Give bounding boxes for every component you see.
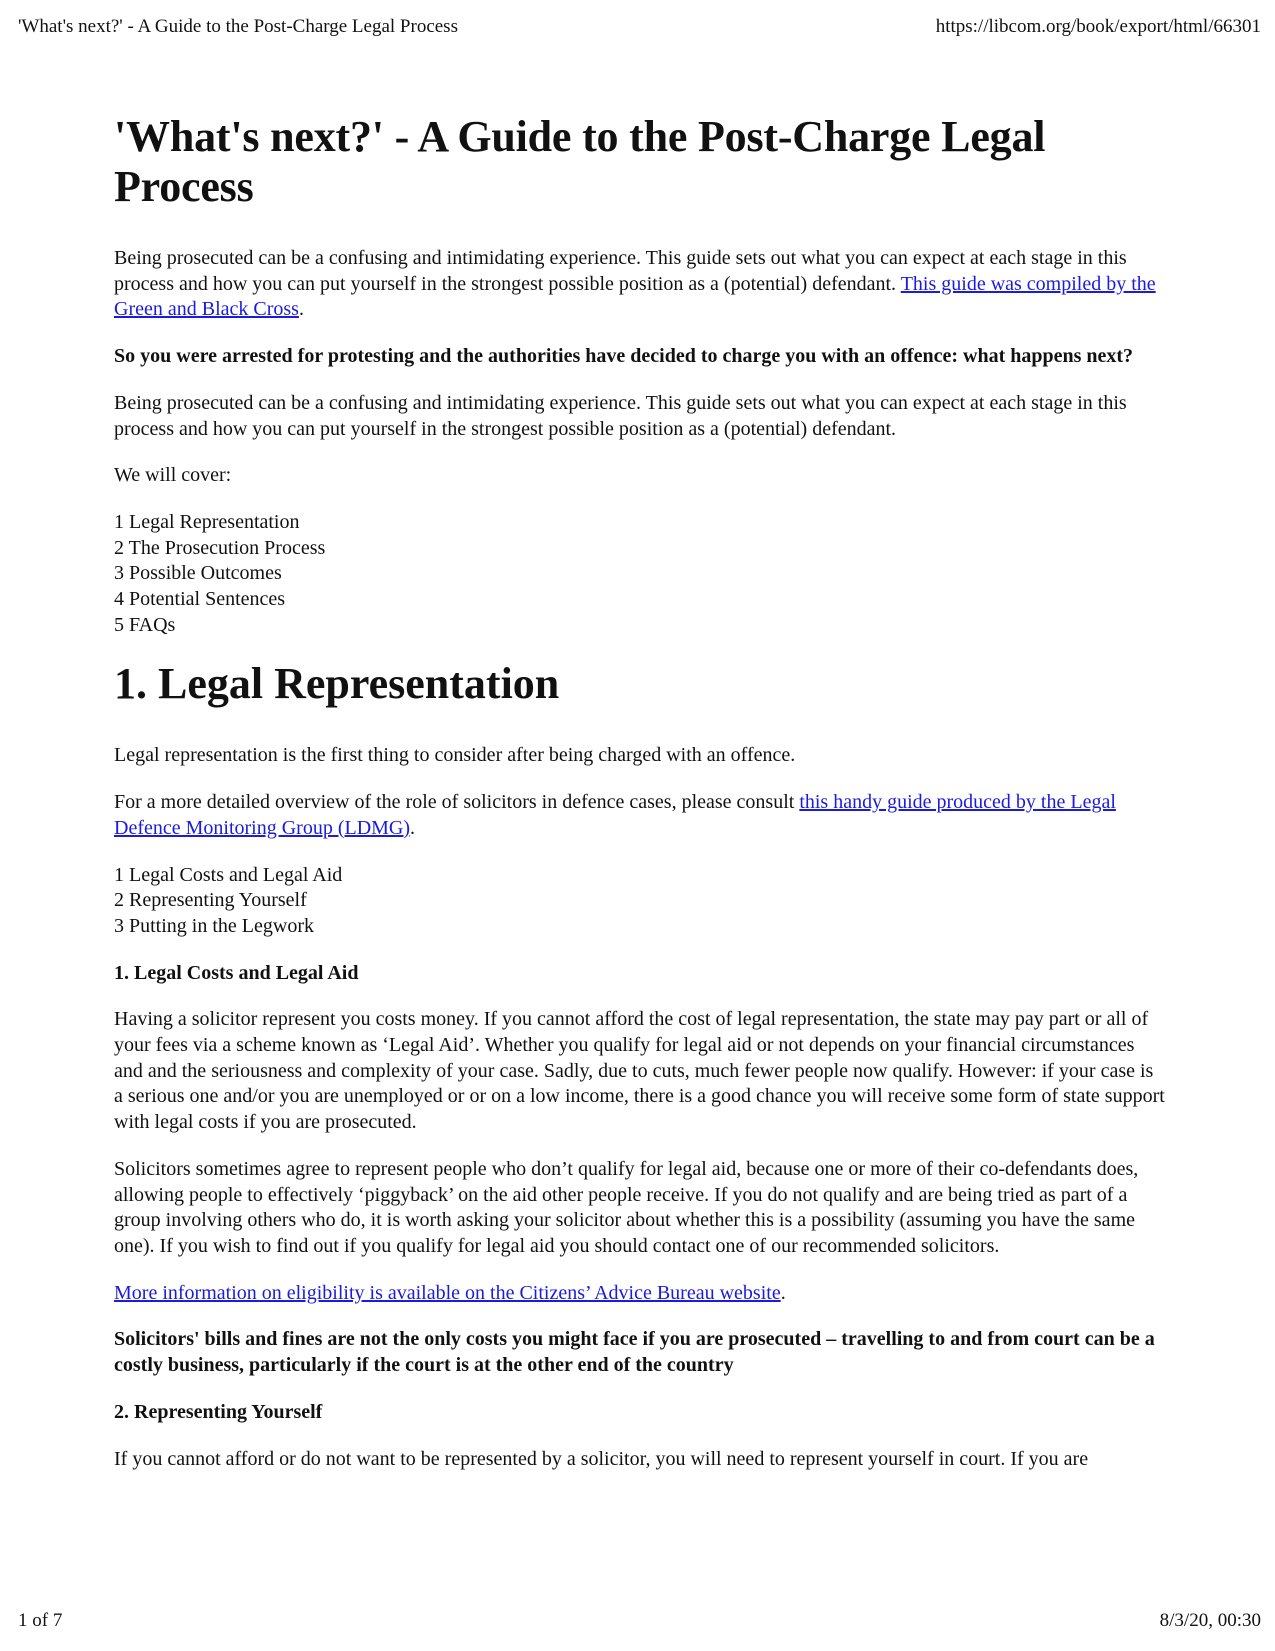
- section1-list: [114, 863, 1166, 940]
- section-heading-legal-representation: 1. Legal Representation: [114, 659, 560, 709]
- print-timestamp: 8/3/20, 00:30: [1159, 1610, 1261, 1631]
- list-item: 4 Potential Sentences: [114, 588, 286, 611]
- page-count: 1 of 7: [18, 1610, 63, 1631]
- cab-after: .: [780, 1281, 786, 1304]
- article: [114, 112, 1166, 1493]
- question-paragraph: So you were arrested for protesting and the authorities have decided to charge you with an offence: what happens next?: [114, 345, 1134, 368]
- intro-after: .: [298, 298, 304, 321]
- list-item: 3 Putting in the Legwork: [114, 914, 314, 937]
- cover-list: [114, 510, 1166, 639]
- list-item: 2 The Prosecution Process: [114, 536, 326, 559]
- cab-paragraph: [114, 1281, 1166, 1307]
- list-item: 2 Representing Yourself: [114, 889, 307, 912]
- intro-text: Being prosecuted can be a confusing and intimidating experience. This guide sets out what you can expect at each stage in this process and how you can put yourself in the strongest possible position as a (potential) defendant.: [114, 247, 1127, 295]
- costs-note-paragraph: Solicitors' bills and fines are not the only costs you might face if you are prosecuted – travelling to and from court can be a costly business, particularly if the court is at the other end of the country: [114, 1328, 1155, 1377]
- print-header: [18, 14, 1261, 40]
- section1-paragraph: Legal representation is the first thing to consider after being charged with an offence.: [114, 744, 796, 767]
- list-item: 1 Legal Representation: [114, 510, 300, 533]
- list-item: 3 Possible Outcomes: [114, 562, 282, 585]
- piggyback-paragraph: Solicitors sometimes agree to represent people who don’t qualify for legal aid, because one or more of their co-defendants does, allowing people to effectively ‘piggyback’ on the aid other people receive. If you do not qualify and are being tried as part of a group involving others who do, it is worth asking your solicitor about whether this is a possibility (assuming you have the same one). If you wish to find out if you qualify for legal aid you should contact one of our recommended solicitors.: [114, 1157, 1139, 1257]
- article-title: 'What's next?' - A Guide to the Post-Charge Legal Process: [114, 112, 1046, 211]
- representing-yourself-paragraph: If you cannot afford or do not want to be represented by a solicitor, you will need to represent yourself in court. If you are: [114, 1447, 1089, 1470]
- ldmg-after: .: [410, 816, 416, 839]
- ldmg-guide-link[interactable]: this handy guide produced by the Legal Defence Monitoring Group (LDMG): [114, 791, 1116, 839]
- intro-paragraph: [114, 246, 1166, 323]
- cover-label: We will cover:: [114, 464, 232, 487]
- intro2-paragraph: Being prosecuted can be a confusing and intimidating experience. This guide sets out what you can expect at each stage in this process and how you can put yourself in the strongest possible position as a (potential) defendant.: [114, 391, 1127, 440]
- print-page-title: 'What's next?' - A Guide to the Post-Charge Legal Process: [18, 16, 458, 37]
- ldmg-text: For a more detailed overview of the role of solicitors in defence cases, please consult: [114, 791, 795, 814]
- print-url[interactable]: https://libcom.org/book/export/html/66301: [935, 16, 1261, 37]
- ldmg-paragraph: [114, 790, 1166, 841]
- subheading-representing-yourself: 2. Representing Yourself: [114, 1400, 323, 1423]
- list-item: 1 Legal Costs and Legal Aid: [114, 863, 343, 886]
- subheading-legal-costs: 1. Legal Costs and Legal Aid: [114, 961, 359, 984]
- gbc-guide-link[interactable]: This guide was compiled by the Green and Black Cross: [114, 272, 1156, 321]
- legal-costs-paragraph: Having a solicitor represent you costs money. If you cannot afford the cost of legal representation, the state may pay part or all of your fees via a scheme known as ‘Legal Aid’. Whether you qualify for legal aid or not depends on your financial circumstances and and the seriousness and complexity of your case. Sadly, due to cuts, much fewer people now qualify. However: if your case is a serious one and/or you are unemployed or or on a low income, there is a good chance you will receive some form of state support with legal costs if you are prosecuted.: [114, 1008, 1165, 1134]
- list-item: 5 FAQs: [114, 613, 176, 636]
- print-footer: [18, 1608, 1261, 1634]
- cab-eligibility-link[interactable]: More information on eligibility is available on the Citizens’ Advice Bureau website: [114, 1281, 781, 1304]
